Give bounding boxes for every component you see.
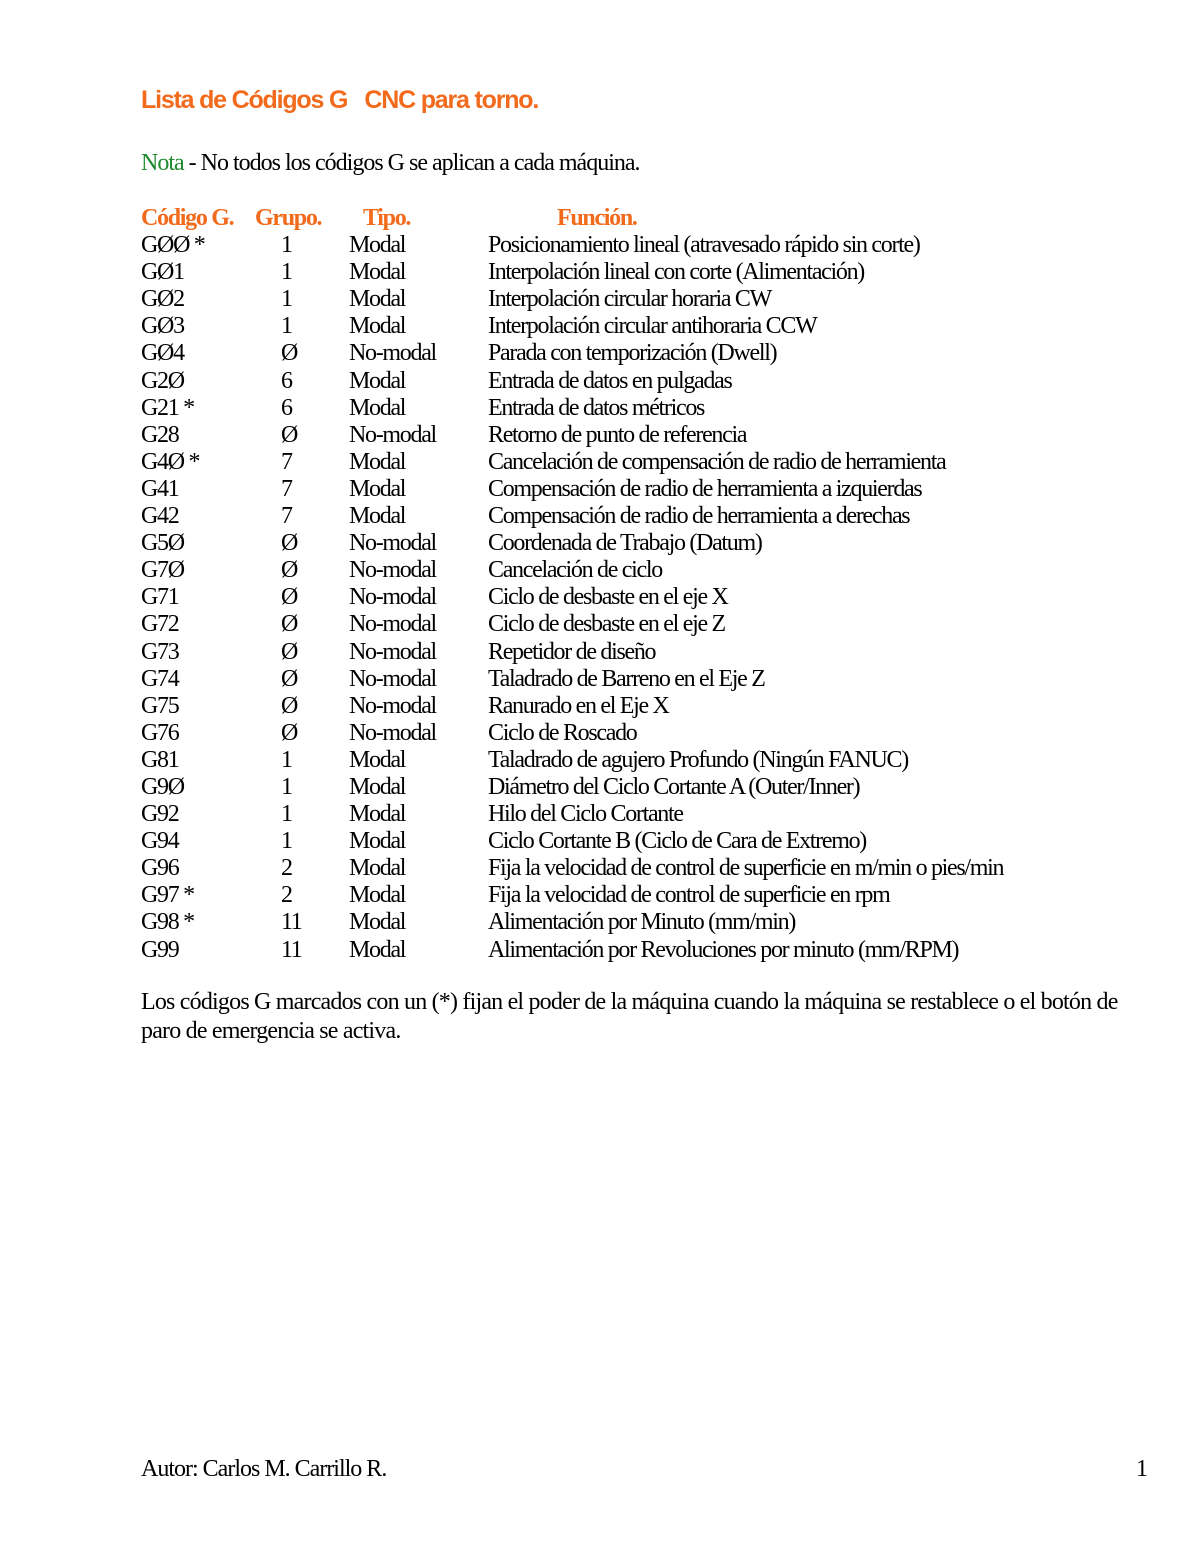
function-cell: Cancelación de compensación de radio de herramienta	[488, 448, 946, 475]
table-row	[141, 232, 1101, 259]
type-cell: Modal	[349, 448, 406, 475]
group-cell: 11	[281, 909, 302, 936]
function-cell: Taladrado de agujero Profundo (Ningún FANUC)	[488, 746, 908, 773]
function-cell: Alimentación por Revoluciones por minuto (mm/RPM)	[488, 936, 959, 963]
group-cell: 1	[281, 773, 292, 800]
function-cell: Ranurado en el Eje X	[488, 692, 669, 719]
table-row	[141, 774, 1101, 801]
function-cell: Fija la velocidad de control de superficie en rpm	[488, 882, 890, 909]
table-row	[141, 340, 1101, 367]
function-cell: Posicionamiento lineal (atravesado rápido sin corte)	[488, 232, 920, 259]
code-cell: G42	[141, 503, 179, 530]
group-cell: Ø	[281, 638, 298, 665]
table-row	[141, 747, 1101, 774]
table-row	[141, 449, 1101, 476]
group-cell: Ø	[281, 340, 298, 367]
note-text: - No todos los códigos G se aplican a cada máquina.	[183, 150, 640, 176]
function-cell: Interpolación circular horaria CW	[488, 286, 771, 313]
code-cell: GØ1	[141, 259, 184, 286]
type-cell: No-modal	[349, 665, 436, 692]
function-cell: Compensación de radio de herramienta a derechas	[488, 503, 910, 530]
table-row	[141, 530, 1101, 557]
group-cell: 11	[281, 936, 302, 963]
function-cell: Entrada de datos en pulgadas	[488, 367, 732, 394]
code-cell: G73	[141, 638, 179, 665]
header-group: Grupo.	[255, 205, 322, 231]
code-cell: G28	[141, 421, 179, 448]
code-cell: G76	[141, 719, 179, 746]
type-cell: Modal	[349, 882, 406, 909]
code-cell: G9Ø	[141, 773, 184, 800]
type-cell: Modal	[349, 855, 406, 882]
type-cell: No-modal	[349, 421, 436, 448]
table-row	[141, 286, 1101, 313]
code-cell: G41	[141, 475, 179, 502]
code-cell: G72	[141, 611, 179, 638]
code-cell: G5Ø	[141, 530, 184, 557]
table-row	[141, 313, 1101, 340]
group-cell: 1	[281, 259, 292, 286]
type-cell: Modal	[349, 801, 406, 828]
function-cell: Interpolación lineal con corte (Alimentación)	[488, 259, 864, 286]
type-cell: No-modal	[349, 638, 436, 665]
code-cell: G75	[141, 692, 179, 719]
group-cell: 6	[281, 394, 292, 421]
type-cell: Modal	[349, 475, 406, 502]
code-cell: G94	[141, 828, 179, 855]
function-cell: Diámetro del Ciclo Cortante A (Outer/Inner)	[488, 773, 860, 800]
group-cell: 1	[281, 286, 292, 313]
table-row	[141, 639, 1101, 666]
function-cell: Ciclo de desbaste en el eje X	[488, 584, 728, 611]
function-cell: Ciclo de Roscado	[488, 719, 637, 746]
type-cell: Modal	[349, 259, 406, 286]
table-row	[141, 909, 1101, 936]
function-cell: Coordenada de Trabajo (Datum)	[488, 530, 762, 557]
group-cell: 6	[281, 367, 292, 394]
group-cell: Ø	[281, 692, 298, 719]
table-row	[141, 801, 1101, 828]
gcode-table	[141, 205, 1101, 964]
document-title: Lista de Códigos G CNC para torno.	[141, 86, 539, 114]
table-row	[141, 503, 1101, 530]
type-cell: No-modal	[349, 611, 436, 638]
code-cell: GØ3	[141, 313, 184, 340]
code-cell: G97 *	[141, 882, 194, 909]
table-row	[141, 855, 1101, 882]
group-cell: 1	[281, 801, 292, 828]
code-cell: G96	[141, 855, 179, 882]
code-cell: G81	[141, 746, 179, 773]
group-cell: 1	[281, 232, 292, 259]
group-cell: Ø	[281, 421, 298, 448]
header-type: Tipo.	[363, 205, 411, 231]
group-cell: Ø	[281, 719, 298, 746]
type-cell: Modal	[349, 936, 406, 963]
type-cell: Modal	[349, 828, 406, 855]
type-cell: Modal	[349, 394, 406, 421]
group-cell: 7	[281, 475, 292, 502]
function-cell: Hilo del Ciclo Cortante	[488, 801, 683, 828]
type-cell: Modal	[349, 746, 406, 773]
footer-author: Autor: Carlos M. Carrillo R.	[141, 1456, 387, 1482]
function-cell: Interpolación circular antihoraria CCW	[488, 313, 817, 340]
table-row	[141, 584, 1101, 611]
function-cell: Parada con temporización (Dwell)	[488, 340, 777, 367]
footnote: Los códigos G marcados con un (*) fijan el poder de la máquina cuando la máquina se restablece o el botón de paro de emergencia se activa.	[141, 989, 1118, 1044]
code-cell: G2Ø	[141, 367, 184, 394]
group-cell: 1	[281, 313, 292, 340]
group-cell: 2	[281, 882, 292, 909]
type-cell: No-modal	[349, 340, 436, 367]
function-cell: Cancelación de ciclo	[488, 557, 662, 584]
table-body	[141, 232, 1101, 964]
group-cell: Ø	[281, 584, 298, 611]
page-number: 1	[1136, 1456, 1148, 1482]
function-cell: Compensación de radio de herramienta a izquierdas	[488, 475, 922, 502]
code-cell: GØØ *	[141, 232, 205, 259]
group-cell: Ø	[281, 530, 298, 557]
group-cell: 2	[281, 855, 292, 882]
code-cell: G98 *	[141, 909, 194, 936]
group-cell: Ø	[281, 557, 298, 584]
table-row	[141, 611, 1101, 638]
function-cell: Alimentación por Minuto (mm/min)	[488, 909, 796, 936]
code-cell: G21 *	[141, 394, 194, 421]
table-row	[141, 422, 1101, 449]
type-cell: No-modal	[349, 584, 436, 611]
table-row	[141, 395, 1101, 422]
group-cell: 7	[281, 503, 292, 530]
table-row	[141, 937, 1101, 964]
function-cell: Entrada de datos métricos	[488, 394, 705, 421]
type-cell: No-modal	[349, 719, 436, 746]
table-header	[141, 205, 1101, 232]
group-cell: Ø	[281, 611, 298, 638]
type-cell: Modal	[349, 313, 406, 340]
function-cell: Ciclo de desbaste en el eje Z	[488, 611, 725, 638]
header-code: Código G.	[141, 205, 234, 231]
table-row	[141, 693, 1101, 720]
code-cell: G99	[141, 936, 179, 963]
code-cell: G7Ø	[141, 557, 184, 584]
function-cell: Repetidor de diseño	[488, 638, 656, 665]
table-row	[141, 828, 1101, 855]
table-row	[141, 720, 1101, 747]
table-row	[141, 476, 1101, 503]
table-row	[141, 259, 1101, 286]
function-cell: Taladrado de Barreno en el Eje Z	[488, 665, 765, 692]
function-cell: Retorno de punto de referencia	[488, 421, 747, 448]
type-cell: Modal	[349, 503, 406, 530]
type-cell: Modal	[349, 773, 406, 800]
table-row	[141, 882, 1101, 909]
group-cell: Ø	[281, 665, 298, 692]
header-function: Función.	[557, 205, 637, 231]
group-cell: 1	[281, 828, 292, 855]
function-cell: Fija la velocidad de control de superficie en m/min o pies/min	[488, 855, 1004, 882]
group-cell: 7	[281, 448, 292, 475]
table-row	[141, 557, 1101, 584]
type-cell: Modal	[349, 286, 406, 313]
type-cell: Modal	[349, 367, 406, 394]
table-row	[141, 368, 1101, 395]
code-cell: G4Ø *	[141, 448, 200, 475]
code-cell: GØ2	[141, 286, 184, 313]
note-line	[141, 150, 640, 177]
function-cell: Ciclo Cortante B (Ciclo de Cara de Extremo)	[488, 828, 866, 855]
table-row	[141, 666, 1101, 693]
type-cell: No-modal	[349, 557, 436, 584]
code-cell: G71	[141, 584, 179, 611]
type-cell: No-modal	[349, 692, 436, 719]
code-cell: GØ4	[141, 340, 184, 367]
type-cell: No-modal	[349, 530, 436, 557]
note-label: Nota	[141, 150, 184, 176]
group-cell: 1	[281, 746, 292, 773]
code-cell: G74	[141, 665, 179, 692]
type-cell: Modal	[349, 232, 406, 259]
code-cell: G92	[141, 801, 179, 828]
type-cell: Modal	[349, 909, 406, 936]
